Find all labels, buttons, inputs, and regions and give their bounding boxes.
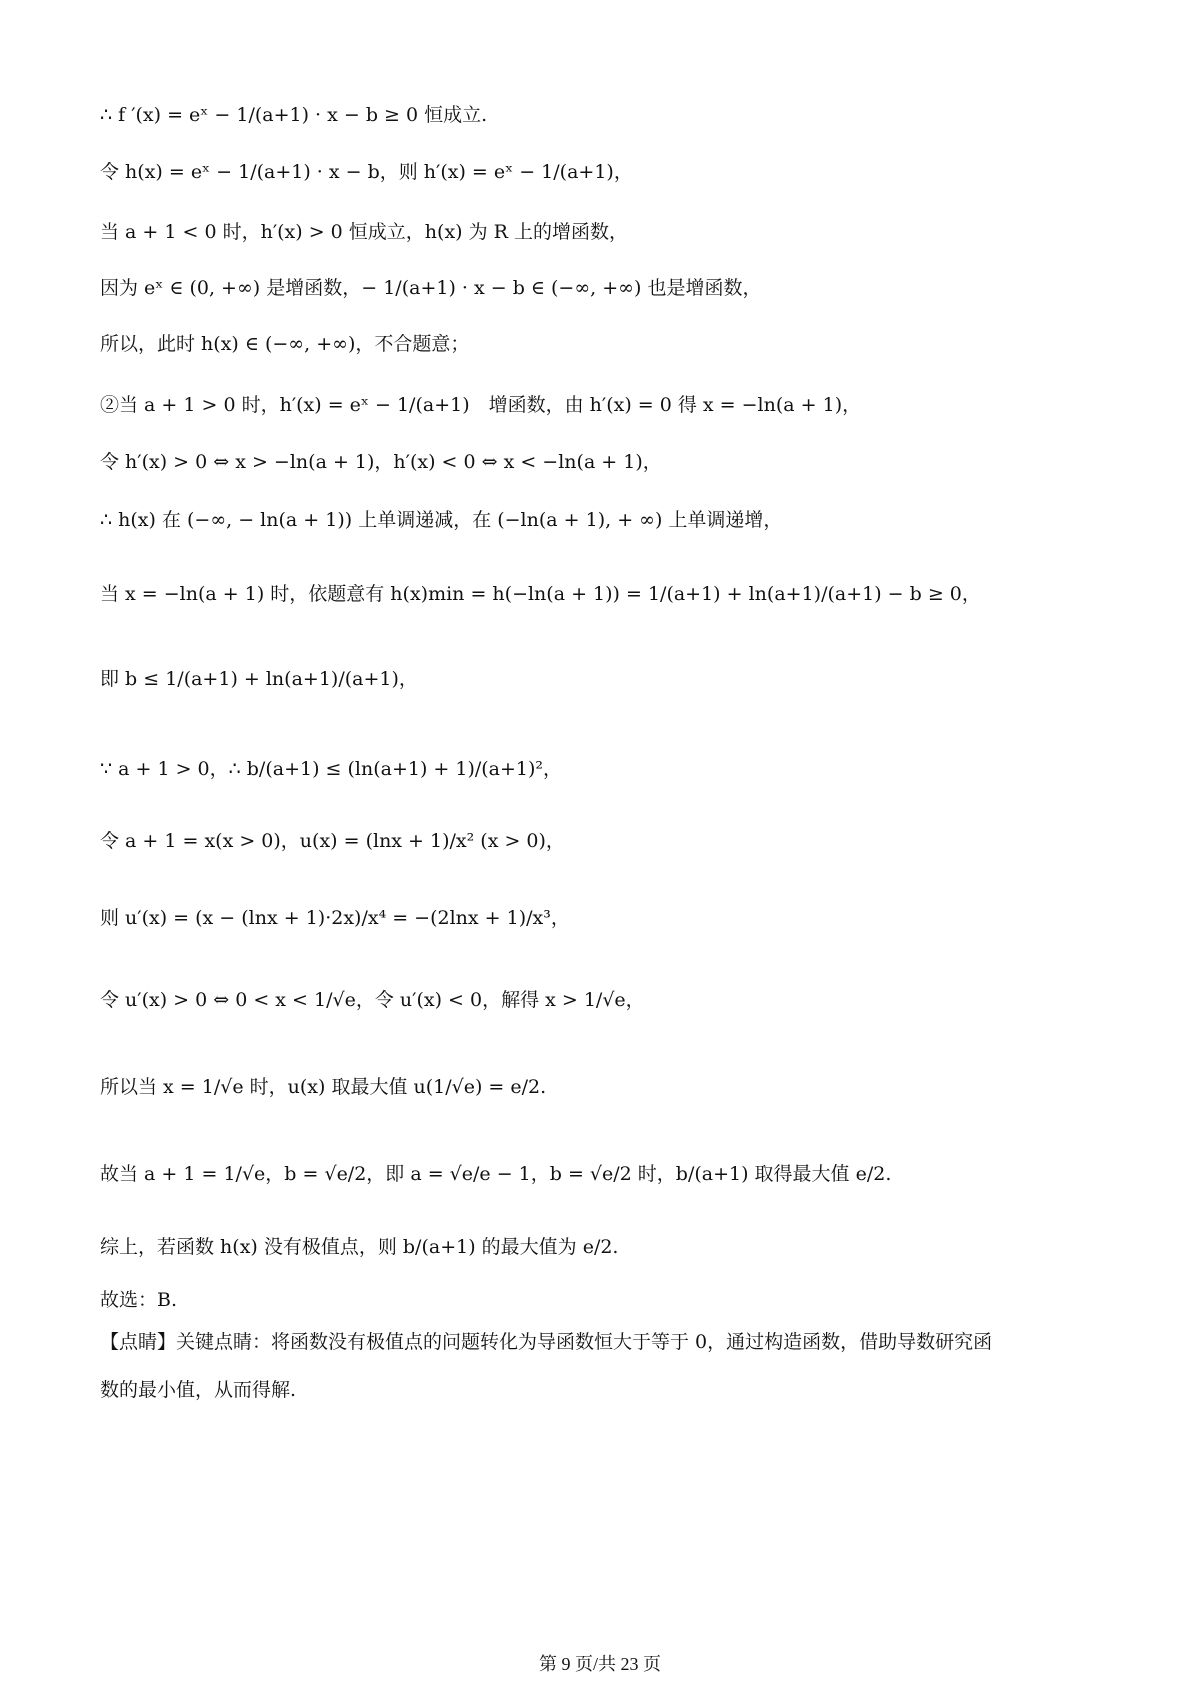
text-line-6: ②当 a + 1 > 0 时，h′(x) = eˣ − 1/(a+1) 增函数，由 h′(x) = 0 得 x = −ln(a + 1)，: [100, 394, 862, 416]
text-line-10: 即 b ≤ 1/(a+1) + ln(a+1)/(a+1)，: [100, 668, 418, 690]
text-line-7: 令 h′(x) > 0 ⇔ x > −ln(a + 1)，h′(x) < 0 ⇔ x < −ln(a + 1)，: [100, 451, 662, 473]
text-line-14: 令 u′(x) > 0 ⇔ 0 < x < 1/√e，令 u′(x) < 0，解得 x > 1/√e，: [100, 989, 645, 1011]
text-line-12: 令 a + 1 = x(x > 0)，u(x) = (lnx + 1)/x² (x > 0)，: [100, 830, 565, 852]
text-line-16: 故当 a + 1 = 1/√e，b = √e/2，即 a = √e/e − 1，b = √e/2 时，b/(a+1) 取得最大值 e/2.: [100, 1163, 892, 1185]
text-line-15: 所以当 x = 1/√e 时，u(x) 取最大值 u(1/√e) = e/2.: [100, 1076, 547, 1098]
text-line-8: ∴ h(x) 在 (−∞, − ln(a + 1)) 上单调递减，在 (−ln(a + 1), + ∞) 上单调递增，: [100, 509, 783, 531]
text-line-18: 故选：B.: [100, 1289, 178, 1311]
text-line-3: 当 a + 1 < 0 时，h′(x) > 0 恒成立，h(x) 为 R 上的增函数，: [100, 221, 629, 243]
text-line-20: 数的最小值，从而得解.: [100, 1379, 297, 1401]
text-line-5: 所以，此时 h(x) ∈ (−∞, +∞)，不合题意；: [100, 333, 470, 355]
text-line-11: ∵ a + 1 > 0，∴ b/(a+1) ≤ (ln(a+1) + 1)/(a+1)²，: [100, 758, 563, 780]
text-line-19: 【点睛】关键点睛：将函数没有极值点的问题转化为导函数恒大于等于 0，通过构造函数，借助导数研究函: [100, 1331, 993, 1353]
text-line-13: 则 u′(x) = (x − (lnx + 1)·2x)/x⁴ = −(2lnx + 1)/x³，: [100, 907, 570, 929]
text-line-2: 令 h(x) = eˣ − 1/(a+1) · x − b，则 h′(x) = eˣ − 1/(a+1)，: [100, 161, 633, 183]
text-line-9: 当 x = −ln(a + 1) 时，依题意有 h(x)min = h(−ln(a + 1)) = 1/(a+1) + ln(a+1)/(a+1) − b ≥ 0，: [100, 583, 981, 605]
text-line-4: 因为 eˣ ∈ (0, +∞) 是增函数，− 1/(a+1) · x − b ∈ (−∞, +∞) 也是增函数，: [100, 277, 762, 299]
text-line-17: 综上，若函数 h(x) 没有极值点，则 b/(a+1) 的最大值为 e/2.: [100, 1236, 619, 1258]
page-footer: 第 9 页/共 23 页: [538, 1654, 661, 1674]
text-line-1: ∴ f ′(x) = eˣ − 1/(a+1) · x − b ≥ 0 恒成立.: [100, 104, 488, 126]
